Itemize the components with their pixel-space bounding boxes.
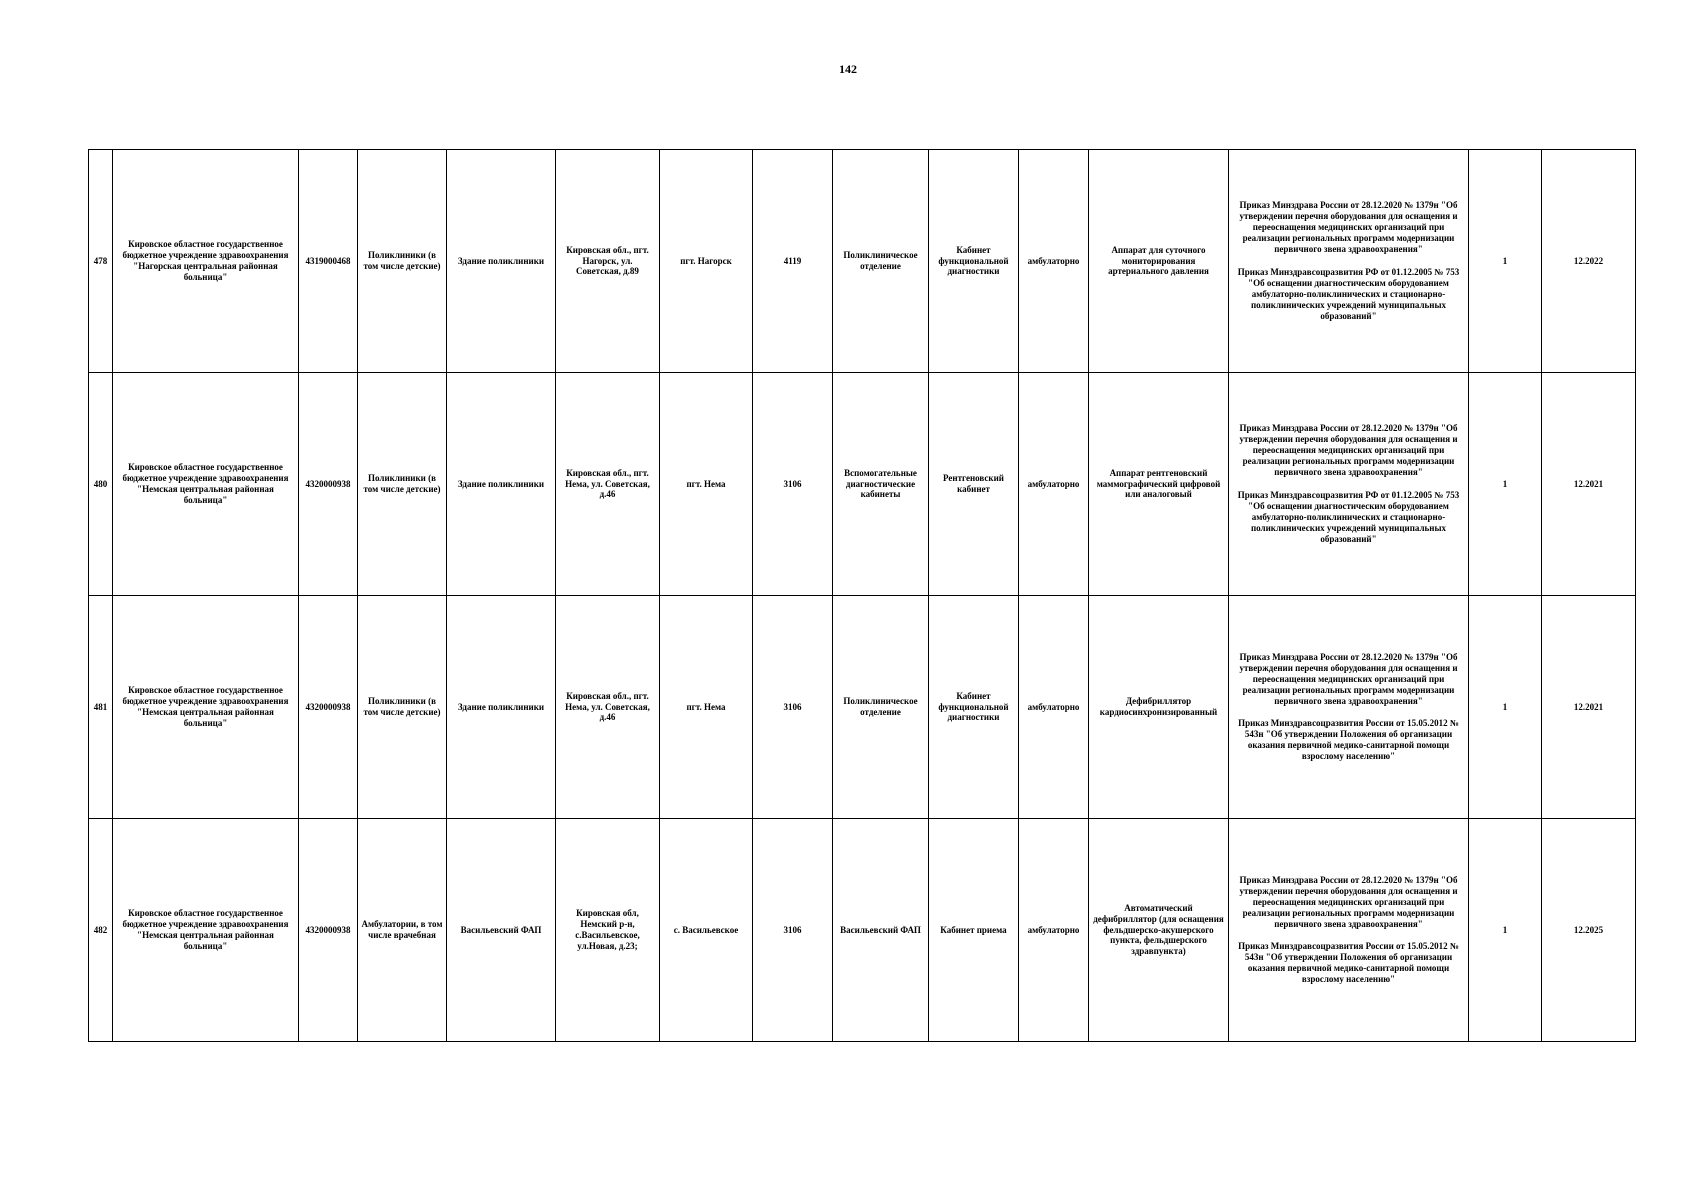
equipment-name: Дефибриллятор кардиосинхронизированный	[1089, 596, 1229, 819]
building-name: Здание поликлиники	[447, 373, 556, 596]
table-row	[89, 596, 1636, 819]
organization-code: 4320000938	[299, 596, 358, 819]
locality: пгт. Нема	[660, 596, 753, 819]
locality-code: 4119	[753, 150, 833, 373]
date: 12.2022	[1542, 150, 1636, 373]
date: 12.2025	[1542, 819, 1636, 1042]
row-number: 478	[89, 150, 113, 373]
page-number: 142	[839, 62, 857, 76]
care-mode: амбулаторно	[1019, 596, 1089, 819]
locality-code: 3106	[753, 373, 833, 596]
care-mode: амбулаторно	[1019, 373, 1089, 596]
organization-name: Кировское областное государственное бюджетное учреждение здравоохранения "Немская центральная районная больница"	[113, 819, 299, 1042]
date: 12.2021	[1542, 373, 1636, 596]
organization-code: 4319000468	[299, 150, 358, 373]
room: Кабинет приема	[929, 819, 1019, 1042]
locality-code: 3106	[753, 819, 833, 1042]
locality: пгт. Нагорск	[660, 150, 753, 373]
quantity: 1	[1469, 596, 1542, 819]
table-row	[89, 150, 1636, 373]
building-name: Васильевский ФАП	[447, 819, 556, 1042]
organization-code: 4320000938	[299, 373, 358, 596]
address: Кировская обл., пгт. Нема, ул. Советская, д.46	[556, 373, 660, 596]
regulatory-document: Приказ Минздрава России от 28.12.2020 № 1379н "Об утверждении перечня оборудования для оснащения и переоснащения медицинских организаций при реализации региональных программ модернизации первичного звена здравоохранения"	[1239, 651, 1458, 706]
regulatory-document: Приказ Минздравсоцразвития России от 15.05.2012 № 543н "Об утверждении Положения об организации оказания первичной медико-санитарной помощи взрослому населению"	[1238, 718, 1459, 762]
regulatory-document: Приказ Минздрава России от 28.12.2020 № 1379н "Об утверждении перечня оборудования для оснащения и переоснащения медицинских организаций при реализации региональных программ модернизации первичного звена здравоохранения"	[1239, 200, 1458, 255]
regulatory-documents	[1229, 150, 1469, 373]
regulatory-documents	[1229, 373, 1469, 596]
table-row	[89, 819, 1636, 1042]
organization-name: Кировское областное государственное бюджетное учреждение здравоохранения "Нагорская центральная районная больница"	[113, 150, 299, 373]
regulatory-document: Приказ Минздрава России от 28.12.2020 № 1379н "Об утверждении перечня оборудования для оснащения и переоснащения медицинских организаций при реализации региональных программ модернизации первичного звена здравоохранения"	[1239, 423, 1458, 478]
room: Кабинет функциональной диагностики	[929, 150, 1019, 373]
quantity: 1	[1469, 150, 1542, 373]
care-mode: амбулаторно	[1019, 150, 1089, 373]
room: Рентгеновский кабинет	[929, 373, 1019, 596]
regulatory-document: Приказ Минздравсоцразвития России от 15.05.2012 № 543н "Об утверждении Положения об организации оказания первичной медико-санитарной помощи взрослому населению"	[1238, 941, 1459, 985]
equipment-registry-table	[88, 149, 1636, 1042]
equipment-name: Аппарат рентгеновский маммографический цифровой или аналоговый	[1089, 373, 1229, 596]
facility-type: Амбулатории, в том числе врачебная	[358, 819, 447, 1042]
regulatory-document: Приказ Минздравсоцразвития РФ от 01.12.2005 № 753 "Об оснащении диагностическим оборудованием амбулаторно-поликлинических и стационарно-поликлинических учреждений муниципальных образований"	[1237, 490, 1460, 544]
organization-name: Кировское областное государственное бюджетное учреждение здравоохранения "Немская центральная районная больница"	[113, 373, 299, 596]
equipment-name: Автоматический дефибриллятор (для оснащения фельдшерско-акушерского пункта, фельдшерского здравпункта)	[1089, 819, 1229, 1042]
regulatory-document: Приказ Минздравсоцразвития РФ от 01.12.2005 № 753 "Об оснащении диагностическим оборудованием амбулаторно-поликлинических и стационарно-поликлинических учреждений муниципальных образований"	[1237, 267, 1460, 321]
locality-code: 3106	[753, 596, 833, 819]
locality: с. Васильевское	[660, 819, 753, 1042]
facility-type: Поликлиники (в том числе детские)	[358, 150, 447, 373]
facility-type: Поликлиники (в том числе детские)	[358, 596, 447, 819]
organization-name: Кировское областное государственное бюджетное учреждение здравоохранения "Немская центральная районная больница"	[113, 596, 299, 819]
department: Васильевский ФАП	[833, 819, 929, 1042]
row-number: 480	[89, 373, 113, 596]
room: Кабинет функциональной диагностики	[929, 596, 1019, 819]
equipment-name: Аппарат для суточного мониторирования артериального давления	[1089, 150, 1229, 373]
row-number: 481	[89, 596, 113, 819]
facility-type: Поликлиники (в том числе детские)	[358, 373, 447, 596]
quantity: 1	[1469, 819, 1542, 1042]
building-name: Здание поликлиники	[447, 596, 556, 819]
regulatory-documents	[1229, 596, 1469, 819]
department: Поликлиническое отделение	[833, 150, 929, 373]
building-name: Здание поликлиники	[447, 150, 556, 373]
table-row	[89, 373, 1636, 596]
department: Вспомогательные диагностические кабинеты	[833, 373, 929, 596]
care-mode: амбулаторно	[1019, 819, 1089, 1042]
address: Кировская обл, Немский р-н, с.Васильевское, ул.Новая, д.23;	[556, 819, 660, 1042]
row-number: 482	[89, 819, 113, 1042]
locality: пгт. Нема	[660, 373, 753, 596]
organization-code: 4320000938	[299, 819, 358, 1042]
address: Кировская обл., пгт. Нема, ул. Советская, д.46	[556, 596, 660, 819]
address: Кировская обл., пгт. Нагорск, ул. Советская, д.89	[556, 150, 660, 373]
regulatory-document: Приказ Минздрава России от 28.12.2020 № 1379н "Об утверждении перечня оборудования для оснащения и переоснащения медицинских организаций при реализации региональных программ модернизации первичного звена здравоохранения"	[1239, 874, 1458, 929]
department: Поликлиническое отделение	[833, 596, 929, 819]
regulatory-documents	[1229, 819, 1469, 1042]
quantity: 1	[1469, 373, 1542, 596]
date: 12.2021	[1542, 596, 1636, 819]
